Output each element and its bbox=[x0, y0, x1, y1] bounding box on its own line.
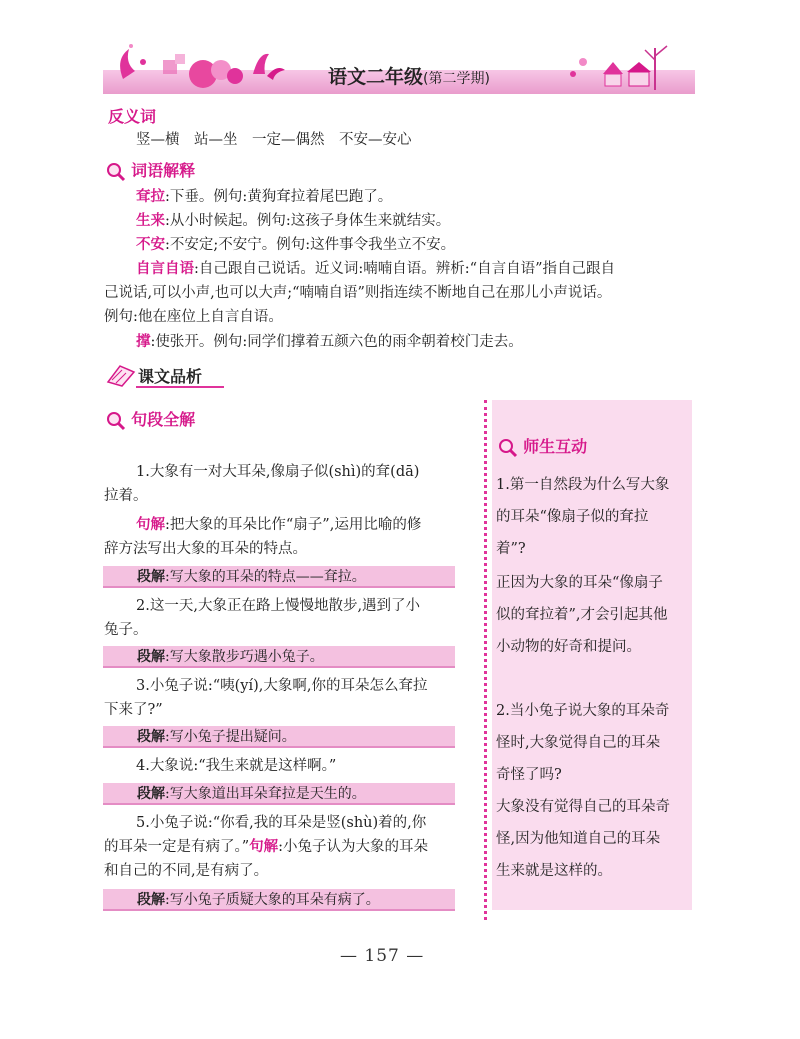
sidebar-answer: 似的耷拉着”,才会引起其他 bbox=[496, 607, 668, 623]
sidebar-answer: 正因为大象的耳朵“像扇子 bbox=[496, 575, 663, 591]
jujie-1-cont: 辞方法写出大象的耳朵的特点。 bbox=[104, 541, 307, 557]
vocab-term: 自言自语 bbox=[136, 261, 194, 277]
sentences-heading-row bbox=[106, 407, 195, 431]
title-text: 语文二年级 bbox=[328, 66, 424, 88]
duanjie-row bbox=[103, 646, 455, 668]
teacher-student-sidebar bbox=[492, 400, 692, 910]
magnifier-icon bbox=[106, 411, 126, 431]
page-number: — 157 — bbox=[340, 946, 425, 966]
vocab-item bbox=[136, 331, 523, 354]
sidebar-question: 奇怪了吗? bbox=[496, 767, 562, 783]
vocab-term: 生来 bbox=[136, 213, 165, 229]
vocab-item bbox=[136, 210, 450, 233]
vocab-term: 不安 bbox=[136, 237, 165, 253]
duanjie-label: 段解 bbox=[137, 729, 165, 745]
subtitle-text: (第二学期) bbox=[423, 71, 490, 87]
antonyms-heading: 反义词 bbox=[108, 107, 157, 126]
sentences-heading: 句段全解 bbox=[131, 410, 196, 429]
sidebar-answer: 小动物的好奇和提问。 bbox=[496, 639, 641, 655]
vocab-item-continued: 例句:他在座位上自言自语。 bbox=[104, 309, 283, 325]
book-icon bbox=[106, 362, 136, 388]
duanjie-row bbox=[103, 566, 455, 588]
heading-underline bbox=[136, 386, 224, 388]
analysis-heading-row bbox=[106, 362, 226, 388]
vocab-item bbox=[136, 186, 392, 209]
duanjie-row bbox=[103, 726, 455, 748]
antonyms-pairs: 竖—横 站—坐 一定—偶然 不安—安心 bbox=[136, 132, 412, 148]
sentence-5-cont: 和自己的不同,是有病了。 bbox=[104, 863, 269, 879]
vocab-item-continued: 己说话,可以小声,也可以大声;“喃喃自语”则指连续不断地自己在那儿小声说话。 bbox=[104, 285, 612, 301]
vocab-definition: :下垂。例句:黄狗耷拉着尾巴跑了。 bbox=[165, 189, 393, 205]
vocab-definition: :不安定;不安宁。例句:这件事令我坐立不安。 bbox=[165, 237, 456, 253]
duanjie-label: 段解 bbox=[137, 569, 165, 585]
magnifier-icon bbox=[106, 162, 126, 182]
sentence-text: 的耳朵一定是有病了。” bbox=[104, 839, 250, 855]
duanjie-text: :写小兔子质疑大象的耳朵有病了。 bbox=[165, 892, 380, 908]
sentence-4: 4.大象说:“我生来就是这样啊。” bbox=[136, 758, 337, 774]
sidebar-answer: 怪,因为他知道自己的耳朵 bbox=[496, 831, 661, 847]
magnifier-icon bbox=[498, 438, 518, 458]
sentence-3: 3.小兔子说:“咦(yí),大象啊,你的耳朵怎么耷拉 bbox=[136, 678, 428, 694]
sidebar-question: 怪时,大象觉得自己的耳朵 bbox=[496, 735, 661, 751]
page-header-title bbox=[328, 62, 490, 89]
vocab-definition: :自己跟自己说话。近义词:喃喃自语。辨析:“自言自语”指自己跟自 bbox=[194, 261, 615, 277]
duanjie-text: :写大象的耳朵的特点——耷拉。 bbox=[165, 569, 366, 585]
sentence-1: 1.大象有一对大耳朵,像扇子似(shì)的耷(dā) bbox=[136, 464, 420, 480]
vocab-heading-row bbox=[106, 158, 195, 182]
jujie-1 bbox=[136, 514, 421, 537]
vocab-item bbox=[136, 234, 455, 257]
vocab-term: 耷拉 bbox=[136, 189, 165, 205]
vocab-item bbox=[136, 258, 615, 281]
duanjie-text: :写大象散步巧遇小兔子。 bbox=[165, 649, 324, 665]
vocab-heading: 词语解释 bbox=[131, 161, 196, 180]
sidebar-answer: 大象没有觉得自己的耳朵奇 bbox=[496, 799, 670, 815]
jujie-label: 句解 bbox=[136, 517, 165, 533]
duanjie-label: 段解 bbox=[137, 892, 165, 908]
sidebar-question: 的耳朵“像扇子似的耷拉 bbox=[496, 509, 649, 525]
sidebar-question: 着”? bbox=[496, 541, 526, 557]
duanjie-row bbox=[103, 889, 455, 911]
vocab-definition: :使张开。例句:同学们撑着五颜六色的雨伞朝着校门走去。 bbox=[150, 334, 523, 350]
duanjie-row bbox=[103, 783, 455, 805]
vocab-definition: :从小时候起。例句:这孩子身体生来就结实。 bbox=[165, 213, 451, 229]
sidebar-heading-row bbox=[498, 434, 587, 458]
sidebar-question: 1.第一自然段为什么写大象 bbox=[496, 477, 670, 493]
column-divider bbox=[484, 400, 487, 920]
duanjie-label: 段解 bbox=[137, 649, 165, 665]
analysis-heading: 课文品析 bbox=[138, 367, 203, 386]
sentence-2: 2.这一天,大象正在路上慢慢地散步,遇到了小 bbox=[136, 598, 421, 614]
vocab-term: 撑 bbox=[136, 334, 151, 350]
jujie-text: :把大象的耳朵比作“扇子”,运用比喻的修 bbox=[165, 517, 422, 533]
sentence-3-cont: 下来了?” bbox=[104, 702, 163, 718]
sidebar-question: 2.当小兔子说大象的耳朵奇 bbox=[496, 703, 670, 719]
jujie-label: 句解 bbox=[249, 839, 279, 855]
duanjie-text: :写小兔子提出疑问。 bbox=[165, 729, 296, 745]
sentence-5-cont bbox=[104, 836, 428, 859]
sentence-5: 5.小兔子说:“你看,我的耳朵是竖(shù)着的,你 bbox=[136, 815, 427, 831]
sidebar-answer: 生来就是这样的。 bbox=[496, 863, 612, 879]
duanjie-label: 段解 bbox=[137, 786, 165, 802]
jujie-text: :小兔子认为大象的耳朵 bbox=[278, 839, 429, 855]
sidebar-heading: 师生互动 bbox=[523, 437, 588, 456]
sentence-2-cont: 兔子。 bbox=[104, 622, 148, 638]
sentence-1-cont: 拉着。 bbox=[104, 488, 148, 504]
duanjie-text: :写大象道出耳朵耷拉是天生的。 bbox=[165, 786, 366, 802]
